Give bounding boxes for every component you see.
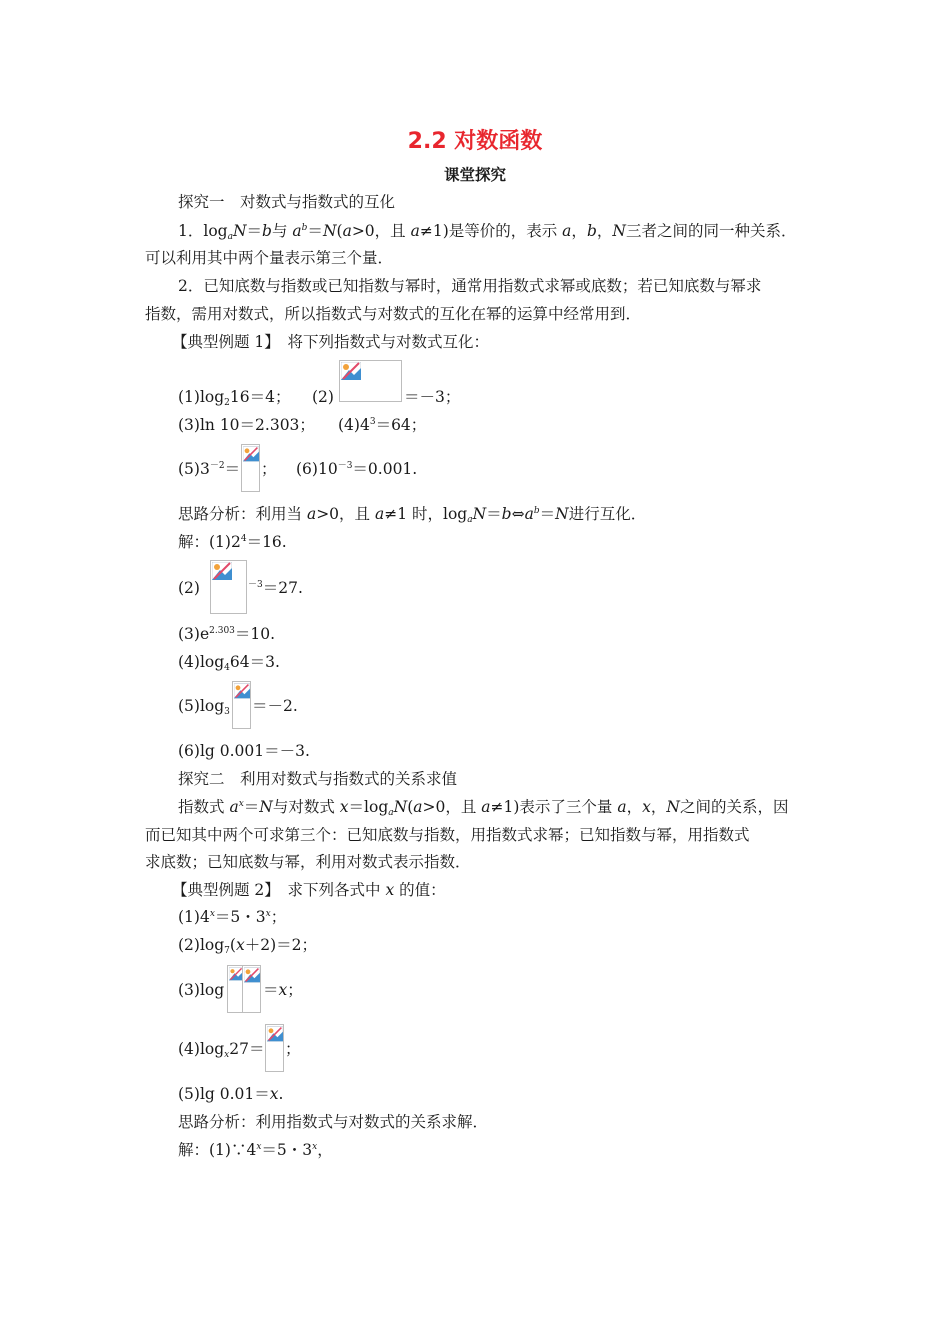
example1-item5-end: ； bbox=[261, 460, 277, 478]
text: x bbox=[256, 1142, 262, 1152]
text: ( bbox=[407, 798, 414, 816]
example2-item3-rest bbox=[263, 980, 303, 1000]
section1-paragraph1-line1 bbox=[178, 221, 796, 241]
section2-paragraph-line2: 而已知其中两个可求第三个：已知底数与指数，用指数式求幂；已知指数与幂，用指数式 bbox=[145, 826, 750, 844]
text: ＝5・3 bbox=[214, 908, 266, 926]
text: . bbox=[278, 1085, 284, 1103]
section1-paragraph1-line2: 可以利用其中两个量表示第三个量． bbox=[145, 249, 394, 267]
text: a bbox=[481, 798, 491, 816]
text: b bbox=[586, 222, 597, 240]
text: a bbox=[413, 798, 423, 816]
text: (4)4 bbox=[338, 416, 370, 434]
text: －2 bbox=[209, 461, 225, 471]
text: 7 bbox=[224, 946, 230, 956]
text: >0，且 bbox=[351, 222, 411, 240]
example2-item2 bbox=[178, 935, 317, 955]
text: x bbox=[385, 881, 395, 899]
text: ＝ bbox=[539, 505, 556, 523]
missing-image-icon bbox=[210, 560, 247, 614]
solution1-item2-rest bbox=[248, 578, 303, 598]
text: 1．log bbox=[178, 222, 228, 240]
text: (4)log bbox=[178, 653, 225, 671]
text: >0，且 bbox=[422, 798, 482, 816]
text: ＝16. bbox=[246, 533, 287, 551]
text: b bbox=[501, 505, 512, 523]
missing-image-icon bbox=[241, 444, 260, 492]
text: >0，且 bbox=[316, 505, 375, 523]
example1-heading: 【典型例题 1】 将下列指数式与对数式互化： bbox=[172, 333, 490, 351]
solution1-item2: (2) bbox=[178, 579, 200, 597]
text: x bbox=[269, 1085, 279, 1103]
text: 之间的关系，因 bbox=[679, 798, 789, 816]
text: ＝ bbox=[224, 460, 241, 478]
text: a bbox=[562, 222, 572, 240]
text: ＝64； bbox=[375, 416, 427, 434]
section1-paragraph2-line1: 2．已知底数与指数或已知指数与幂时，通常用指数式求幂或底数；若已知底数与幂求 bbox=[178, 277, 762, 295]
text: ＋2)＝2； bbox=[244, 936, 317, 954]
text: ， bbox=[317, 1141, 333, 1159]
text: N bbox=[393, 798, 408, 816]
text: 4 bbox=[224, 663, 230, 673]
text: x bbox=[642, 798, 651, 816]
solution1-item6: (6)lg 0.001＝－3. bbox=[178, 742, 310, 760]
text: (2)log bbox=[178, 936, 225, 954]
text: 三者之间的同一种关系． bbox=[625, 222, 797, 240]
text: ( bbox=[229, 936, 236, 954]
text: ＝ bbox=[246, 222, 263, 240]
solution1-item3 bbox=[178, 624, 275, 644]
text: (4)log bbox=[178, 1040, 225, 1058]
text: ＝0.001. bbox=[352, 460, 418, 478]
example2-item3: (3)log bbox=[178, 981, 225, 999]
text: ； bbox=[270, 908, 287, 926]
missing-image-icon bbox=[339, 360, 402, 402]
solution1-item5 bbox=[178, 696, 230, 716]
text: x bbox=[339, 798, 349, 816]
section1-heading: 探究一 对数式与指数式的互化 bbox=[178, 193, 396, 211]
text: 4 bbox=[240, 534, 247, 544]
missing-image-icon bbox=[242, 965, 261, 1013]
text: 16＝4； bbox=[229, 388, 291, 406]
solution1-item4 bbox=[178, 652, 280, 672]
text: ( bbox=[336, 222, 343, 240]
text: ≠1)是等价的，表示 bbox=[419, 222, 563, 240]
text: a bbox=[292, 222, 302, 240]
text: 3 bbox=[369, 417, 376, 427]
text: ＝ bbox=[307, 222, 323, 240]
text: ＝5・3 bbox=[261, 1141, 313, 1159]
text: x bbox=[209, 909, 215, 919]
text: x bbox=[224, 1050, 230, 1060]
text: x bbox=[238, 799, 244, 809]
example2-item4-end: ； bbox=[285, 1040, 301, 1058]
text: N bbox=[472, 505, 487, 523]
text: b bbox=[533, 506, 540, 516]
text: 与对数式 bbox=[272, 798, 340, 816]
text: ＝ bbox=[263, 981, 279, 999]
text: －3 bbox=[337, 461, 353, 471]
text: (5)log bbox=[178, 697, 225, 715]
example1-item2-rest: ＝－3； bbox=[404, 388, 461, 406]
text: ， bbox=[626, 798, 643, 816]
text: a bbox=[229, 798, 239, 816]
text: a bbox=[467, 515, 473, 525]
text: N bbox=[322, 222, 337, 240]
section1-paragraph2-line2: 指数，需用对数式，所以指数式与对数式的互化在幂的运算中经常用到． bbox=[145, 305, 642, 323]
example2-item5 bbox=[178, 1084, 283, 1104]
text: ＝ bbox=[486, 505, 502, 523]
text: 的值： bbox=[394, 881, 446, 899]
text: 思路分析：利用当 bbox=[178, 505, 307, 523]
text: x bbox=[235, 936, 245, 954]
text: a bbox=[410, 222, 420, 240]
example2-heading bbox=[172, 880, 446, 900]
solution2-item1 bbox=[178, 1140, 333, 1160]
text: ＝ bbox=[243, 798, 260, 816]
text: 2.303 bbox=[209, 626, 235, 636]
text: (1)log bbox=[178, 388, 225, 406]
text: N bbox=[612, 222, 626, 240]
text: 指数式 bbox=[178, 798, 230, 816]
text: (3)e bbox=[178, 625, 210, 643]
analysis1 bbox=[178, 504, 646, 524]
text: a bbox=[227, 232, 233, 242]
text: N bbox=[555, 505, 569, 523]
missing-image-icon bbox=[265, 1024, 284, 1072]
example1-item6 bbox=[296, 459, 417, 479]
example1-item5 bbox=[178, 459, 240, 479]
text: x bbox=[312, 1142, 318, 1152]
text: 进行互化． bbox=[568, 505, 647, 523]
text: 与 bbox=[271, 222, 293, 240]
text: ； bbox=[287, 981, 303, 999]
text: x bbox=[278, 981, 288, 999]
text: ， bbox=[650, 798, 667, 816]
solution1-item5-rest: ＝－2. bbox=[252, 697, 298, 715]
text: 27＝ bbox=[229, 1040, 265, 1058]
example2-item1 bbox=[178, 907, 286, 927]
example1-item4 bbox=[338, 415, 426, 435]
text: ， bbox=[596, 222, 613, 240]
text: a bbox=[388, 808, 394, 818]
text: N bbox=[666, 798, 680, 816]
text: 解：(1)2 bbox=[178, 533, 241, 551]
text: ⇔ bbox=[511, 505, 525, 523]
text: b bbox=[262, 222, 272, 240]
missing-image-icon bbox=[232, 681, 251, 729]
text: ＝log bbox=[348, 798, 389, 816]
text: ≠1)表示了三个量 bbox=[490, 798, 618, 816]
text: a bbox=[374, 505, 385, 523]
text: (5)3 bbox=[178, 460, 210, 478]
page-title: 2.2 对数函数 bbox=[407, 129, 543, 154]
section2-heading: 探究二 利用对数式与指数式的关系求值 bbox=[178, 770, 458, 788]
example2-item4 bbox=[178, 1039, 264, 1059]
text: (2) bbox=[312, 388, 334, 406]
text: x bbox=[265, 909, 271, 919]
text: ≠1 时，log bbox=[384, 505, 468, 523]
section-subtitle: 课堂探究 bbox=[443, 166, 506, 184]
analysis2: 思路分析：利用指数式与对数式的关系求解． bbox=[178, 1113, 489, 1131]
example1-item2 bbox=[312, 387, 334, 407]
text: (1)4 bbox=[178, 908, 210, 926]
text: 【典型例题 2】 求下列各式中 bbox=[172, 881, 386, 899]
section2-paragraph-line3: 求底数；已知底数与幂，利用对数式表示指数． bbox=[145, 853, 471, 871]
text: a bbox=[342, 222, 352, 240]
text: ＝27. bbox=[262, 579, 303, 597]
text: (5)lg 0.01＝ bbox=[178, 1085, 270, 1103]
text: b bbox=[301, 223, 308, 233]
text: a bbox=[306, 505, 317, 523]
section2-paragraph-line1 bbox=[178, 797, 788, 817]
text: 64＝3. bbox=[229, 653, 280, 671]
example1-item1 bbox=[178, 387, 291, 407]
text: －3 bbox=[248, 580, 263, 590]
text: a bbox=[524, 505, 534, 523]
text: a bbox=[617, 798, 627, 816]
text: 2 bbox=[224, 398, 230, 408]
text: 解：(1)∵4 bbox=[178, 1141, 257, 1159]
text: 3 bbox=[224, 707, 230, 717]
text: N bbox=[259, 798, 273, 816]
text: ， bbox=[571, 222, 587, 240]
text: ＝10. bbox=[234, 625, 276, 643]
text: N bbox=[232, 222, 247, 240]
example1-item3: (3)ln 10＝2.303； bbox=[178, 416, 315, 434]
solution1-item1 bbox=[178, 532, 287, 552]
text: (6)10 bbox=[296, 460, 338, 478]
